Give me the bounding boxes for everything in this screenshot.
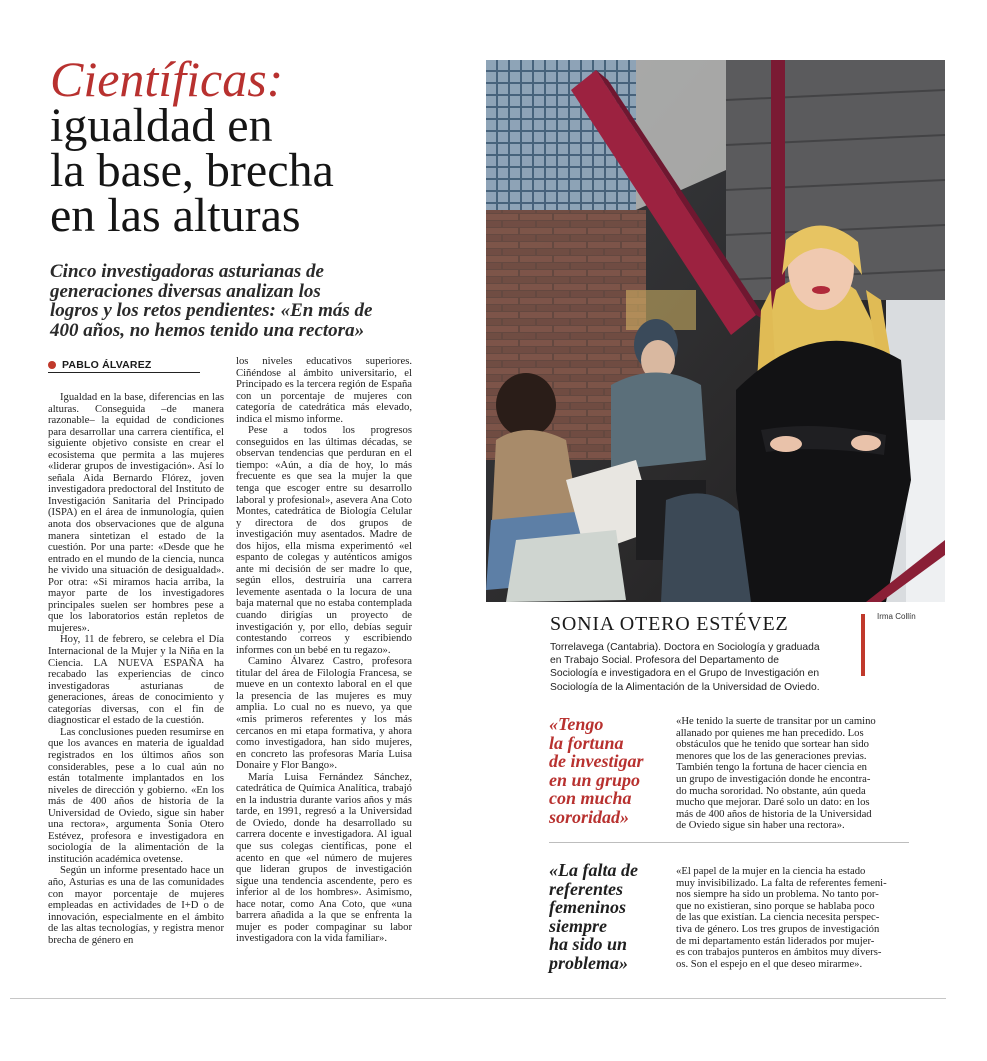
- quote-text-line: menores que los de las generaciones previas.: [676, 750, 867, 762]
- pull-quote-line: «Tengo: [549, 714, 604, 734]
- body-paragraph: Según un informe presentado hace un año, Asturias es una de las comunidades con mayor porcentaje de mujeres empleadas en actividades de I+D o de innovación, especialmente en el ámbito de las altas tecnologías, y registra menor brecha de género en: [48, 865, 224, 946]
- article-photo: [486, 60, 945, 602]
- body-column-2: [236, 356, 412, 945]
- pull-quote-line: con mucha: [549, 788, 632, 809]
- pull-quote-2: [549, 861, 667, 973]
- pull-quote-line: la fortuna: [549, 732, 624, 753]
- quote-text-line: obstáculos que he tenido que sortear han sido: [676, 739, 869, 751]
- subheadline-line: generaciones diversas analizan los: [50, 280, 321, 302]
- quote-text-line: «He tenido la suerte de transitar por un camino: [676, 716, 876, 727]
- page-bottom-rule: [10, 998, 946, 999]
- quote-text-line: muy invisibilizado. La falta de referentes femeni-: [676, 877, 887, 889]
- subheadline: [50, 262, 450, 340]
- pull-quote-line: de investigar: [549, 751, 644, 772]
- profile-name: SONIA OTERO ESTÉVEZ: [550, 613, 789, 635]
- subheadline-line: Cinco investigadoras asturianas de: [50, 261, 324, 282]
- body-paragraph: los niveles educativos superiores. Ciñéndose al ámbito universitario, el Principado es la tercera región de España con un porcentaje de mujeres con categoría de catedrática más elevado, indica el mismo informe.: [236, 356, 412, 425]
- quote-text-2: [676, 866, 908, 970]
- quote-text-line: de mi departamento están liderados por mujer-: [676, 935, 875, 947]
- quote-text-line: tiva de género. Los tres grupos de investigación: [676, 923, 880, 935]
- profile-bio: [550, 641, 852, 694]
- headline-line: en las alturas: [50, 189, 301, 242]
- quote-text-line: do mucha sororidad. No obstante, aún queda: [676, 785, 866, 797]
- pull-quote-line: problema»: [549, 952, 628, 973]
- quote-text-line: mucho que mejorar. Daré solo un dato: en los: [676, 797, 870, 809]
- quote-text-line: «El papel de la mujer en la ciencia ha estado: [676, 866, 866, 877]
- pull-quote-line: ha sido un: [549, 934, 628, 955]
- quote-text-line: de Oviedo sigue sin haber una rectora».: [676, 820, 845, 832]
- accent-bar: [861, 614, 865, 676]
- profile-bio-line: en Trabajo Social. Profesora del Departamento de: [550, 655, 779, 667]
- headline-line: igualdad en: [50, 99, 273, 152]
- pull-quote-line: sororidad»: [549, 806, 630, 827]
- quote-text-line: También tengo la fortuna de hacer ciencia en: [676, 762, 867, 774]
- body-paragraph: Camino Álvarez Castro, profesora titular del área de Filología Francesa, se mueve en un contexto laboral en el que la presencia de las mujeres es muy amplia. Lo cual no es nuevo, ya que «mis primeros referentes y los más cercanos en mi etapa formativa, y ahora como investigadora, han sido mujeres, en concreto las profesoras María Luisa Donaire y Flor Bango».: [236, 656, 412, 772]
- headline-kicker: Científicas:: [50, 51, 284, 107]
- quote-divider: [549, 842, 909, 843]
- byline: [48, 358, 200, 373]
- body-paragraph: Pese a todos los progresos conseguidos en las últimas décadas, se observan tendencias que perduran en el tiempo: «Aún, a día de hoy, lo más frecuente es que sea la mujer la que tenga que escoger entre su desarrollo laboral y profesional», asevera Ana Coto Montes, catedrática de Biología Celular y directora de dos grupos de investigación muy asentados. Madre de dos hijos, ella misma experimentó «el espanto de colegas y auténticos amigos ante mi decisión de ser madre lo que, según ellos, destruiría una carrera levemente asentada o la locura de una baja maternal que no estaba contemplada cuando dirigías un proyecto de investigación y, por ello, debías seguir contestando correos y escribiendo informes con un bebé en tu regazo».: [236, 425, 412, 656]
- pull-quote-line: en un grupo: [549, 769, 641, 790]
- quote-text-line: un grupo de investigación donde he encontra-: [676, 773, 871, 785]
- quote-text-line: es con trabajos punteros en ámbitos muy divers-: [676, 947, 882, 959]
- quote-text-line: nos siempre ha sido un problema. No tanto por-: [676, 889, 879, 901]
- body-paragraph: Hoy, 11 de febrero, se celebra el Día Internacional de la Mujer y la Niña en la Ciencia. LA NUEVA ESPAÑA ha recabado las experiencias de cinco investigadoras asturianas de generaciones, áreas de conocimiento y categorías diversas, con el fin de diagnosticar el estado de la cuestión.: [48, 634, 224, 727]
- pull-quote-line: femeninos: [549, 897, 627, 918]
- quote-text-line: de las que existían. La ciencia necesita perspec-: [676, 912, 880, 924]
- quote-text-line: que no existieran, sino porque se hablaba poco: [676, 900, 875, 912]
- headline-line: la base, brecha: [50, 144, 334, 197]
- profile-bio-line: Torrelavega (Cantabria). Doctora en Sociología y graduada: [550, 642, 820, 653]
- pull-quote-line: referentes: [549, 878, 623, 899]
- subheadline-line: 400 años, no hemos tenido una rectora»: [50, 319, 365, 341]
- profile-bio-line: Sociología e investigadora en el Grupo de Investigación en: [550, 668, 820, 680]
- quote-text-1: [676, 716, 908, 832]
- subheadline-line: logros y los retos pendientes: «En más de: [50, 300, 373, 321]
- body-paragraph: Las conclusiones pueden resumirse en que los avances en materia de igualdad registrados en los últimos años son considerables, pese a lo cual aún no están totalmente implantados en los niveles de dirección y gobierno. «En los más de 400 años de historia de la Universidad de Oviedo, sigue sin haber una rectora», argumenta Sonia Otero Estévez, profesora e investigadora en sociología de la alimentación de la institución académica ovetense.: [48, 726, 224, 865]
- pull-quote-1: [549, 715, 667, 827]
- author-name: PABLO ÁLVAREZ: [62, 359, 152, 371]
- photo-illustration: [486, 60, 945, 602]
- profile-bio-line: Sociología de la Alimentación de la Universidad de Oviedo.: [550, 681, 820, 693]
- body-paragraph: Igualdad en la base, diferencias en las alturas. Conseguida –de manera razonable– la equidad de condiciones para desarrollar una carrera científica, el siguiente objetivo consiste en crear el ecosistema que permita a las mujeres «liderar grupos de investigación». Así lo señala Aida Bernardo Flórez, joven investigadora predoctoral del Instituto de Investigación Sanitaria del Principado (ISPA) en el área de inmunología, quien anota dos observaciones que de alguna manera sintetizan el estado de la cuestión. Por una parte: «Desde que he entrado en el mundo de la ciencia, nunca he vivido una situación de desigualdad». Por otra: «Si miramos hacia arriba, la mayor parte de los investigadores principales suelen ser hombres pese a que los laboratorios están repletos de mujeres».: [48, 392, 224, 634]
- headline: [50, 99, 470, 242]
- quote-text-line: allanado por quienes me han precedido. Los: [676, 727, 864, 739]
- pull-quote-line: «La falta de: [549, 860, 638, 880]
- body-paragraph: María Luisa Fernández Sánchez, catedrática de Química Analítica, trabajó en la industria durante varios años y más tarde, en 1991, regresó a la Universidad de Oviedo, donde ha desarrollado su carrera docente e investigadora. Al igual que sus colegas científicas, pone el acento en que «el número de mujeres que lideran grupos de investigación sigue una tendencia ascendente, pero es inferior al de los hombres». Asimismo, hace notar, como Ana Coto, que «una barrera añadida a la que se enfrenta la mujer es poder compaginar su labor investigadora con la vida familiar».: [236, 771, 412, 945]
- quote-text-line: más de 400 años de historia de la Universidad: [676, 808, 872, 820]
- pull-quote-line: siempre: [549, 915, 607, 936]
- byline-dot-icon: [48, 361, 56, 369]
- body-column-1: [48, 392, 224, 946]
- photo-credit: Irma Collín: [877, 612, 916, 621]
- quote-text-line: os. Son el espejo en el que deseo mirarme».: [676, 958, 863, 970]
